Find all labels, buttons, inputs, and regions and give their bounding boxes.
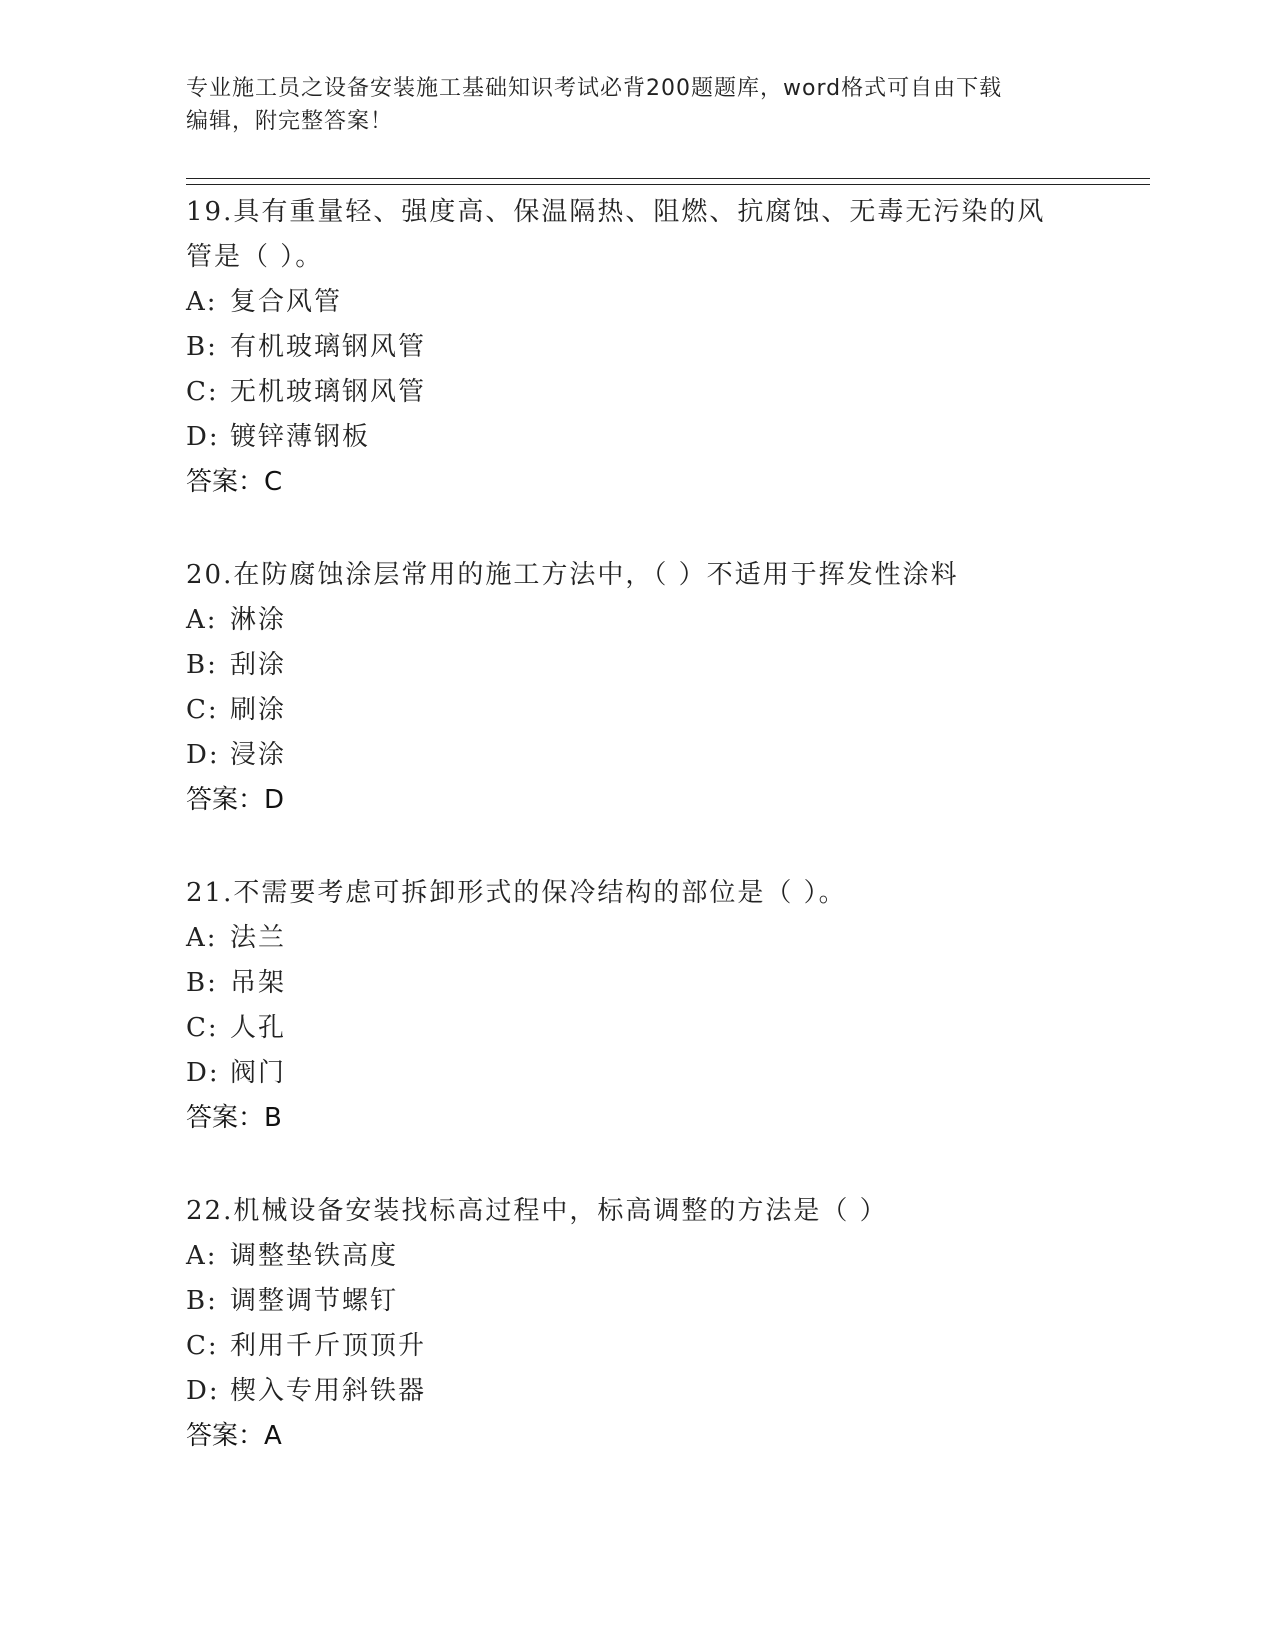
option-b (186, 961, 1146, 1006)
question-19 (186, 190, 1146, 505)
option-text: 调整调节螺钉 (230, 1286, 399, 1316)
option-text: 刮涂 (230, 650, 287, 680)
option-b (186, 643, 1146, 688)
option-key: B: (186, 968, 218, 998)
option-c (186, 1324, 1146, 1369)
option-text: 浸涂 (230, 740, 287, 770)
document-header (186, 72, 1066, 138)
option-key: C: (186, 1331, 219, 1361)
question-stem (186, 871, 1086, 916)
option-text: 人孔 (230, 1013, 287, 1043)
option-c (186, 370, 1146, 415)
option-text: 复合风管 (230, 287, 343, 317)
option-text: 楔入专用斜铁器 (230, 1376, 427, 1406)
option-key: C: (186, 695, 219, 725)
question-stem (186, 190, 1086, 280)
option-d (186, 733, 1146, 778)
question-stem-line-1: 22.机械设备安装找标高过程中，标高调整的方法是（ ） (186, 1196, 888, 1226)
option-key: B: (186, 332, 218, 362)
option-d (186, 1369, 1146, 1414)
answer-line: 答案：D (186, 785, 285, 815)
option-key: D: (186, 1058, 220, 1088)
option-d (186, 1051, 1146, 1096)
option-key: C: (186, 1013, 219, 1043)
question-21 (186, 871, 1146, 1141)
answer-line: 答案：A (186, 1421, 282, 1451)
option-text: 阀门 (230, 1058, 287, 1088)
question-20 (186, 553, 1146, 823)
option-text: 淋涂 (230, 605, 287, 635)
question-stem-line-1: 21.不需要考虑可拆卸形式的保冷结构的部位是（ ）。 (186, 878, 847, 908)
option-a (186, 1234, 1146, 1279)
option-key: A: (186, 605, 218, 635)
option-key: D: (186, 422, 220, 452)
option-text: 无机玻璃钢风管 (230, 377, 427, 407)
option-key: D: (186, 1376, 220, 1406)
question-list (186, 190, 1146, 1507)
option-b (186, 1279, 1146, 1324)
option-key: A: (186, 1241, 218, 1271)
option-key: B: (186, 1286, 218, 1316)
option-text: 镀锌薄钢板 (230, 422, 371, 452)
option-text: 调整垫铁高度 (230, 1241, 399, 1271)
option-text: 利用千斤顶顶升 (230, 1331, 427, 1361)
question-stem-line-1: 20.在防腐蚀涂层常用的施工方法中，（ ）不适用于挥发性涂料 (186, 560, 959, 590)
option-a (186, 598, 1146, 643)
option-text: 吊架 (230, 968, 287, 998)
header-line-2: 编辑，附完整答案！ (186, 109, 394, 134)
question-stem (186, 553, 1086, 598)
header-divider-bottom (186, 184, 1150, 185)
option-b (186, 325, 1146, 370)
option-text: 有机玻璃钢风管 (230, 332, 427, 362)
question-22 (186, 1189, 1146, 1459)
option-key: A: (186, 287, 218, 317)
option-c (186, 688, 1146, 733)
option-d (186, 415, 1146, 460)
option-key: C: (186, 377, 219, 407)
header-line-1: 专业施工员之设备安装施工基础知识考试必背200题题库，word格式可自由下载 (186, 76, 1003, 101)
option-c (186, 1006, 1146, 1051)
question-stem-line-1: 19.具有重量轻、强度高、保温隔热、阻燃、抗腐蚀、无毒无污染的风 (186, 197, 1046, 227)
option-key: D: (186, 740, 220, 770)
answer-line: 答案：B (186, 1103, 282, 1133)
option-text: 刷涂 (230, 695, 287, 725)
question-stem-line-2: 管是（ ）。 (186, 242, 324, 272)
option-key: B: (186, 650, 218, 680)
option-a (186, 916, 1146, 961)
answer-line: 答案：C (186, 467, 283, 497)
question-stem (186, 1189, 1086, 1234)
header-divider-top (186, 178, 1150, 179)
option-key: A: (186, 923, 218, 953)
option-a (186, 280, 1146, 325)
option-text: 法兰 (230, 923, 287, 953)
